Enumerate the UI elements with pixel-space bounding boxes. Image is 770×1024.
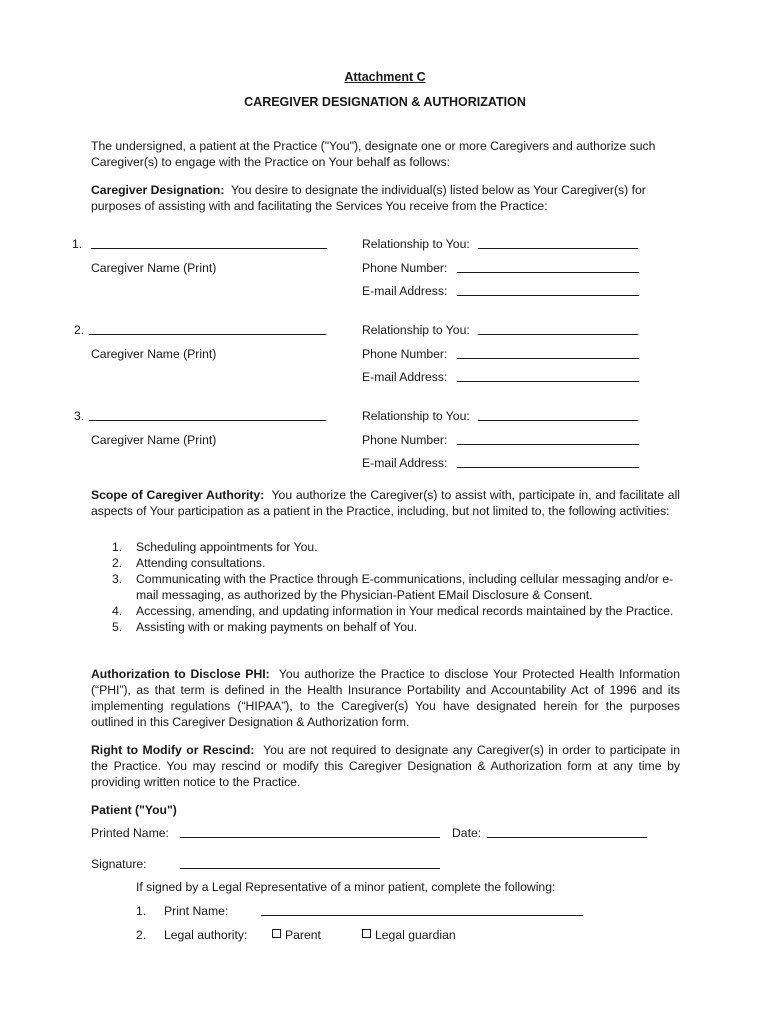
modify-text: You are not required to designate any Caregiver(s) in order to participate in the Practice. You may rescind or modify this Caregiver Designation & Authorization form at any time by providing written notice to the Practice. (91, 743, 680, 789)
caregiver-2-phone-field[interactable] (457, 347, 639, 359)
modify-paragraph (91, 742, 680, 790)
designation-label: Caregiver Designation: (91, 183, 225, 197)
list-item: 4. Accessing, amending, and updating information in Your medical records maintained by the Practice. (112, 604, 674, 618)
caregiver-1-relationship-field[interactable] (478, 237, 638, 249)
scope-text: You authorize the Caregiver(s) to assist with, participate in, and facilitate all aspects of Your participation as a patient in the Practice, including, but not limited to, the following activities: (91, 488, 680, 518)
authorization-paragraph (91, 666, 680, 730)
caregiver-2-relationship-label: Relationship to You: (362, 323, 470, 337)
signature-field[interactable] (180, 857, 440, 869)
caregiver-3-number: 3. (74, 409, 85, 423)
legal-authority-number: 2. (136, 928, 147, 942)
caregiver-2-relationship-field[interactable] (478, 323, 638, 335)
patient-heading: Patient ("You") (91, 803, 177, 817)
caregiver-1-email-label: E-mail Address: (362, 284, 448, 298)
caregiver-3-relationship-label: Relationship to You: (362, 409, 470, 423)
designation-text: You desire to designate the individual(s) listed below as Your Caregiver(s) for purposes of assisting with and facilitating the Services You receive from the Practice: (91, 183, 646, 213)
caregiver-3-email-field[interactable] (457, 456, 639, 468)
parent-checkbox[interactable] (272, 929, 281, 938)
designation-paragraph (91, 182, 680, 214)
list-item: 3. Communicating with the Practice through E-communications, including cellular messaging and/or e-mail messaging, as authorized by the Physician-Patient EMail Disclosure & Consent. (112, 572, 674, 602)
legal-authority-label: Legal authority: (164, 928, 248, 942)
list-item: 1. Scheduling appointments for You. (112, 540, 318, 554)
caregiver-1-name-field[interactable] (91, 237, 327, 249)
caregiver-1-number: 1. (72, 237, 83, 251)
authorization-label: Authorization to Disclose PHI: (91, 667, 270, 681)
caregiver-1-name-caption: Caregiver Name (Print) (91, 261, 217, 275)
guardian-checkbox[interactable] (362, 929, 371, 938)
caregiver-3-phone-label: Phone Number: (362, 433, 448, 447)
print-name-label: Print Name: (164, 904, 229, 918)
caregiver-1-phone-label: Phone Number: (362, 261, 448, 275)
caregiver-3-email-label: E-mail Address: (362, 456, 448, 470)
legal-rep-note: If signed by a Legal Representative of a minor patient, complete the following: (136, 880, 556, 894)
caregiver-2-name-caption: Caregiver Name (Print) (91, 347, 217, 361)
caregiver-2-name-field[interactable] (89, 323, 326, 335)
guardian-option-label: Legal guardian (375, 928, 456, 942)
caregiver-3-name-field[interactable] (89, 409, 326, 421)
scope-label: Scope of Caregiver Authority: (91, 488, 265, 502)
caregiver-1-phone-field[interactable] (457, 261, 639, 273)
caregiver-2-email-label: E-mail Address: (362, 370, 448, 384)
signature-label: Signature: (91, 857, 147, 871)
caregiver-2-number: 2. (74, 323, 85, 337)
parent-option-label: Parent (285, 928, 321, 942)
caregiver-3-relationship-field[interactable] (478, 409, 638, 421)
scope-activity-list (112, 539, 682, 635)
caregiver-3-name-caption: Caregiver Name (Print) (91, 433, 217, 447)
list-item: 2. Attending consultations. (112, 556, 266, 570)
legal-rep-name-field[interactable] (261, 904, 583, 916)
intro-paragraph: The undersigned, a patient at the Practice ("You"), designate one or more Caregivers and authorize such Caregiver(s) to engage with the Practice on Your behalf as follows: (91, 139, 656, 169)
printed-name-label: Printed Name: (91, 826, 169, 840)
printed-name-field[interactable] (180, 826, 440, 838)
caregiver-1-email-field[interactable] (457, 284, 639, 296)
list-item: 5. Assisting with or making payments on behalf of You. (112, 620, 418, 634)
parent-option[interactable] (272, 928, 321, 942)
scope-paragraph (91, 487, 680, 519)
page-title: CAREGIVER DESIGNATION & AUTHORIZATION (244, 95, 526, 109)
attachment-label: Attachment C (344, 70, 426, 84)
caregiver-2-phone-label: Phone Number: (362, 347, 448, 361)
date-label: Date: (452, 826, 482, 840)
caregiver-2-email-field[interactable] (457, 370, 639, 382)
authorization-text: You authorize the Practice to disclose Your Protected Health Information (“PHI”), as that term is defined in the Health Insurance Portability and Accountability Act of 1996 and its implementing regulations (“HIPAA”), to the Caregiver(s) You have designated herein for the purposes outlined in this Caregiver Designation & Authorization form. (91, 667, 680, 729)
guardian-option[interactable] (362, 928, 456, 942)
modify-label: Right to Modify or Rescind: (91, 743, 255, 757)
print-name-number: 1. (136, 904, 147, 918)
caregiver-3-phone-field[interactable] (457, 433, 639, 445)
date-field[interactable] (487, 826, 647, 838)
caregiver-1-relationship-label: Relationship to You: (362, 237, 470, 251)
